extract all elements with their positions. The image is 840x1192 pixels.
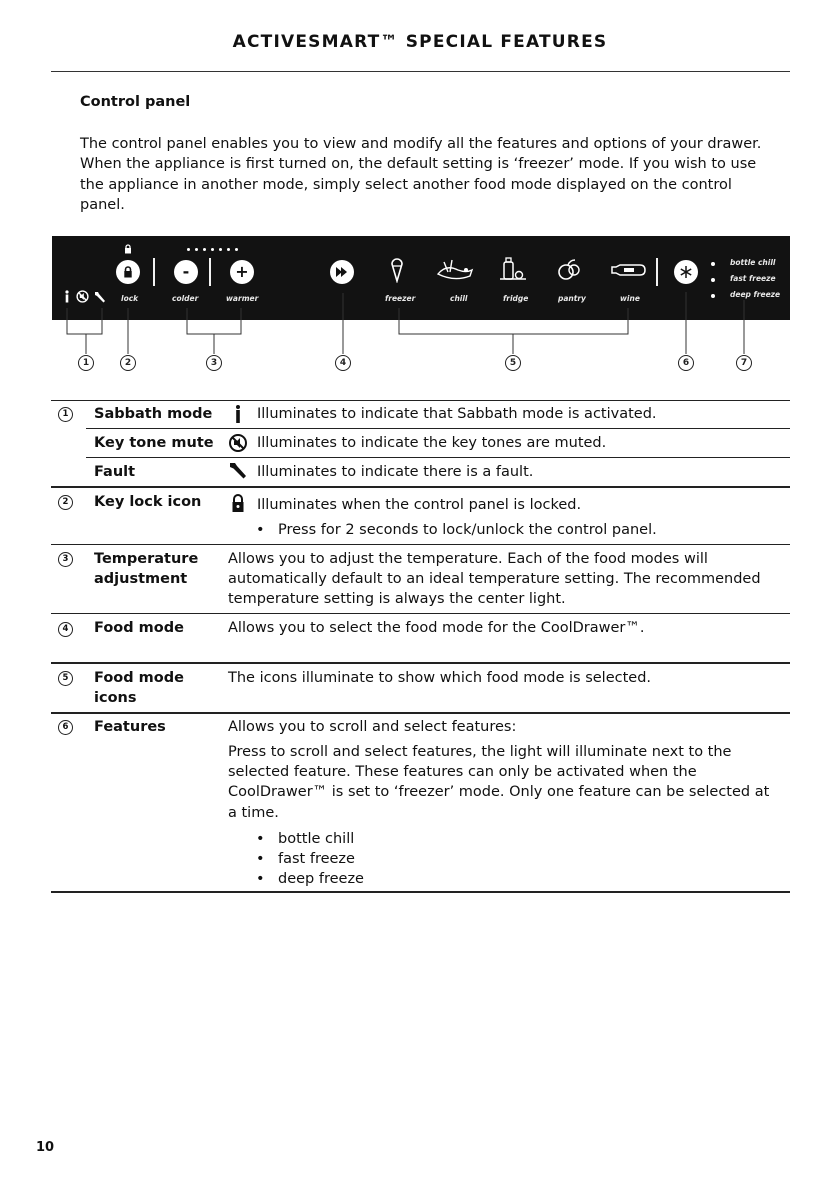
row-description: Allows you to adjust the temperature. Each of the food modes will automatically default to an ideal temperature setting. The recommended temperature setting is always the center light. (228, 551, 761, 608)
row-term (94, 668, 184, 708)
callout-number: 1 (78, 355, 94, 371)
row-number: 2 (58, 495, 73, 510)
row-number: 4 (58, 622, 73, 637)
key-tone-mute-icon (228, 433, 248, 453)
table-rule (86, 457, 790, 458)
row-term (94, 549, 198, 589)
row-term: Key tone mute (94, 435, 214, 451)
row-bullet: • bottle chill (278, 829, 354, 849)
label-freezer: freezer (385, 294, 416, 303)
table-rule (86, 428, 790, 429)
row-term-line: Food mode (94, 670, 184, 686)
row-description: Illuminates when the control panel is locked. (257, 497, 582, 513)
row-description: Illuminates to indicate there is a fault. (257, 464, 534, 480)
table-rule (51, 400, 790, 401)
label-warmer: warmer (226, 294, 259, 303)
table-rule (51, 891, 790, 893)
row-term-line: adjustment (94, 571, 188, 587)
row-term-line: Temperature (94, 551, 199, 567)
section-heading: Control panel (80, 94, 191, 110)
row-term-line: icons (94, 690, 137, 706)
table-rule (51, 712, 790, 714)
intro-paragraph: The control panel enables you to view and modify all the features and options of your drawer. When the appliance is first turned on, the default setting is ‘freezer’ mode. If you wish to use the appliance in another mode, simply select another food mode displayed on the control panel. (80, 136, 762, 213)
row-description-detail: Press to scroll and select features, the light will illuminate next to the selected feature. These features can only be activated when the CoolDrawer™ is set to ‘freezer’ mode. Only one feature can be selected at a time. (228, 744, 770, 821)
table-rule (51, 613, 790, 614)
row-term: Sabbath mode (94, 406, 213, 422)
feature-label: fast freeze (730, 274, 776, 283)
label-colder: colder (172, 294, 199, 303)
row-bullet: • deep freeze (278, 869, 364, 889)
callout-number: 3 (206, 355, 222, 371)
row-bullet: • Press for 2 seconds to lock/unlock the control panel. (278, 520, 657, 540)
table-rule (51, 662, 790, 664)
lock-icon (228, 493, 248, 513)
callout-number: 5 (505, 355, 521, 371)
label-lock: lock (121, 294, 139, 303)
callout-number: 7 (736, 355, 752, 371)
row-term: Features (94, 719, 166, 735)
page-title: ACTIVESMART™ SPECIAL FEATURES (232, 32, 608, 52)
label-fridge: fridge (503, 294, 529, 303)
minus-icon: - (182, 262, 190, 281)
callout-number: 4 (335, 355, 351, 371)
row-description: Illuminates to indicate the key tones are muted. (257, 435, 607, 451)
row-bullet: • fast freeze (278, 849, 355, 869)
label-chill: chill (450, 294, 468, 303)
callout-number: 2 (120, 355, 136, 371)
row-term: Food mode (94, 620, 184, 636)
plus-icon: + (235, 262, 249, 281)
table-rule (51, 486, 790, 488)
wrench-icon (228, 461, 248, 481)
feature-label: bottle chill (730, 258, 776, 267)
label-pantry: pantry (558, 294, 586, 303)
row-number: 6 (58, 720, 73, 735)
sabbath-icon (228, 404, 248, 424)
row-description: The icons illuminate to show which food mode is selected. (228, 670, 652, 686)
row-description: Illuminates to indicate that Sabbath mode is activated. (257, 406, 657, 422)
table-rule (51, 544, 790, 545)
label-wine: wine (620, 294, 640, 303)
row-description: Allows you to scroll and select features: (228, 719, 517, 735)
feature-label: deep freeze (730, 290, 781, 299)
page-number: 10 (36, 1140, 55, 1155)
row-number: 3 (58, 552, 73, 567)
row-term: Fault (94, 464, 136, 480)
callout-lines (0, 0, 840, 380)
row-number: 5 (58, 671, 73, 686)
row-number: 1 (58, 407, 73, 422)
callout-number: 6 (678, 355, 694, 371)
row-description: Allows you to select the food mode for the CoolDrawer™. (228, 620, 645, 636)
row-term: Key lock icon (94, 494, 202, 510)
